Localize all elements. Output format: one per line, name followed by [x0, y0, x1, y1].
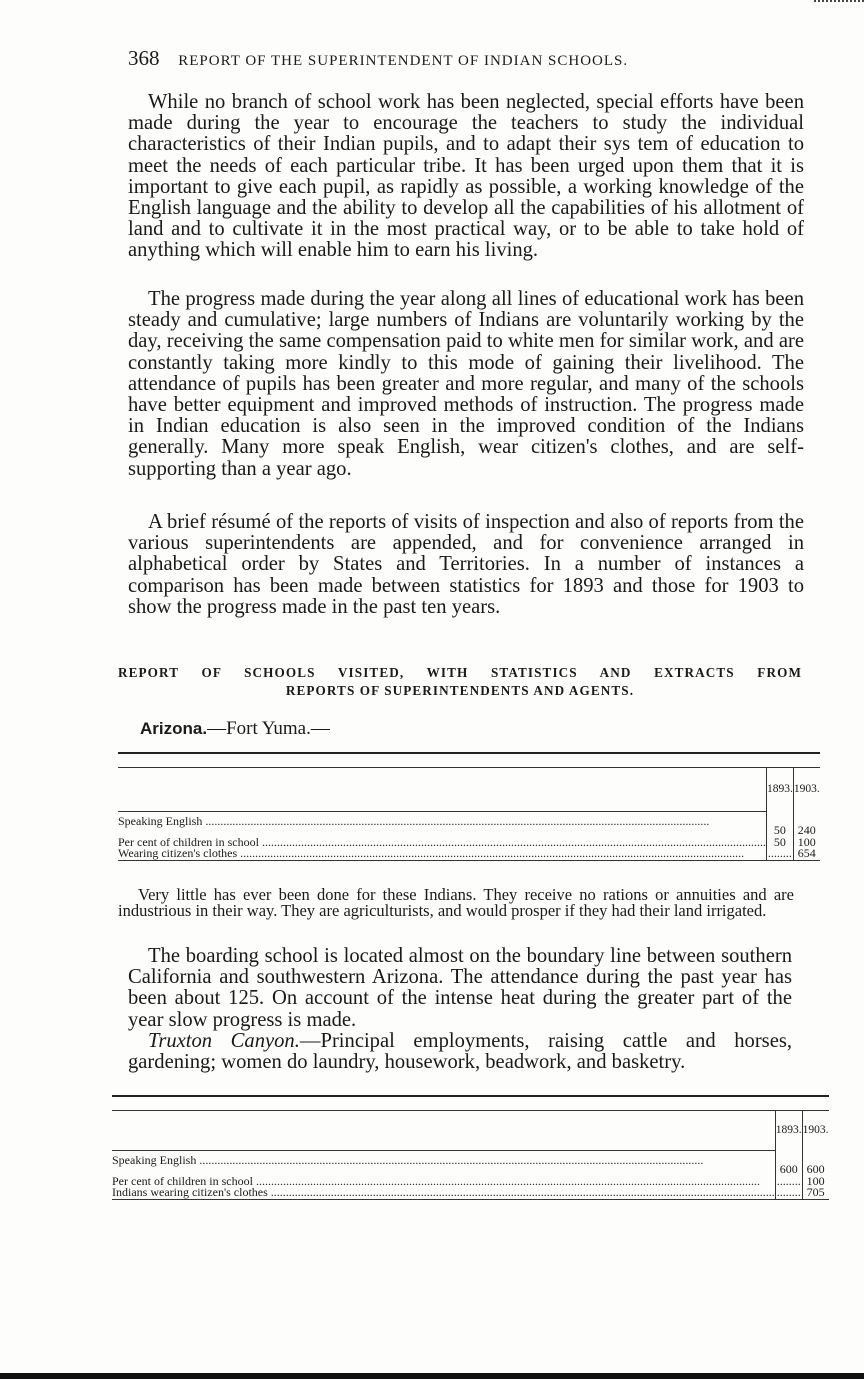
running-title: REPORT OF THE SUPERINTENDENT OF INDIAN SCHOOLS. [178, 53, 629, 69]
row-label: Per cent of children in school ..... [118, 837, 766, 849]
cell-1903: 654 [793, 848, 819, 860]
table-row [118, 848, 820, 860]
cell-1893: 600 [775, 1150, 802, 1176]
page-number: 368 [128, 46, 160, 70]
section-title-line-2: REPORTS OF SUPERINTENDENTS AND AGENTS. [285, 683, 635, 698]
truxton-canyon-name: Truxton Canyon. [148, 1030, 300, 1052]
running-header [128, 46, 808, 71]
truxton-canyon-text: —Principal employments, raising cattle and horses, gardening; women do laundry, housework, beadwork, and basketry. [128, 1030, 793, 1074]
column-header-1893: 1893. [775, 1110, 802, 1150]
statistics-table-fort-yuma [118, 752, 820, 861]
location-heading [140, 718, 330, 740]
truxton-canyon-paragraph [128, 1031, 792, 1073]
row-label: Per cent of children in school ..... [112, 1176, 775, 1188]
column-header-1903: 1903. [793, 767, 819, 811]
cell-1893: ........ [776, 1173, 801, 1188]
row-label: Speaking English ..... [112, 1150, 775, 1176]
table-row [112, 1150, 829, 1176]
cell-1893: 50 [766, 811, 793, 837]
table-row [112, 1176, 829, 1188]
cell-1903: 600 [806, 1162, 825, 1176]
paragraph-3: A brief résumé of the reports of visits of inspection and also of reports from the various superintendents are appended, and for convenience arranged in alphabetical order by States and Territories. In a number of instances a comparison has been made between statistics for 1893 and those for 1903 to show the progress made in the past ten years. [128, 511, 804, 618]
cell-1903: 100 [806, 1173, 825, 1188]
column-header-1903: 1903. [802, 1110, 828, 1150]
fort-yuma-note: Very little has ever been done for these Indians. They receive no rations or annuities and are industrious in their way. They are agriculturists, and would prosper if they had their land irrigated. [118, 885, 794, 920]
table-row [112, 1187, 829, 1199]
top-edge-mark [814, 0, 864, 5]
statistics-table-truxton-canyon [112, 1095, 829, 1200]
table-row [118, 837, 820, 849]
cell-1893: ........ [767, 846, 792, 860]
row-label: Speaking English ..... [118, 811, 766, 837]
cell-1903: 240 [797, 823, 816, 837]
section-title [118, 664, 802, 700]
table-row [118, 811, 820, 837]
row-label: Indians wearing citizen's clothes ..... [112, 1187, 775, 1199]
cell-1903: 100 [797, 834, 816, 849]
scan-bottom-edge [0, 1373, 864, 1379]
cell-1893: 50 [766, 837, 793, 849]
row-label: Wearing citizen's clothes ..... [118, 848, 766, 860]
cell-1903: 705 [802, 1187, 828, 1199]
state-name: Arizona. [140, 719, 208, 738]
paragraph-1: While no branch of school work has been neglected, special efforts have been made during the year to encourage the teachers to study the individual characteristics of their Indian pupils, and to adapt their sys tem of education to meet the needs of each particular tribe. It has been urged upon them that it is important to give each pupil, as rapidly as possible, a working knowledge of the English language and the ability to develop all the capabilities of his allotment of land and to cultivate it in the most practical way, or to be able to take hold of anything which will enable him to earn his living. [128, 91, 804, 262]
column-header-1893: 1893. [766, 767, 793, 811]
section-title-line-1: REPORT OF SCHOOLS VISITED, WITH STATISTICS AND EXTRACTS FROM [118, 665, 802, 680]
agency-name: —Fort Yuma.— [207, 718, 330, 739]
cell-1893: ........ [776, 1185, 801, 1199]
boarding-school-paragraph: The boarding school is located almost on the boundary line between southern California and southwestern Arizona. The attendance during the past year has been about 125. On account of the intense heat during the greater part of the year slow progress is made. [128, 945, 792, 1031]
paragraph-2: The progress made during the year along all lines of educational work has been steady and cumulative; large numbers of Indians are voluntarily working by the day, receiving the same compensation paid to white men for similar work, and are constantly taking more kindly to this mode of gaining their livelihood. The attendance of pupils has been greater and more regular, and many of the schools have better equipment and improved methods of instruction. The progress made in Indian education is also seen in the improved condition of the Indians generally. Many more speak English, wear citizen's clothes, and are self-supporting than a year ago. [128, 288, 804, 480]
